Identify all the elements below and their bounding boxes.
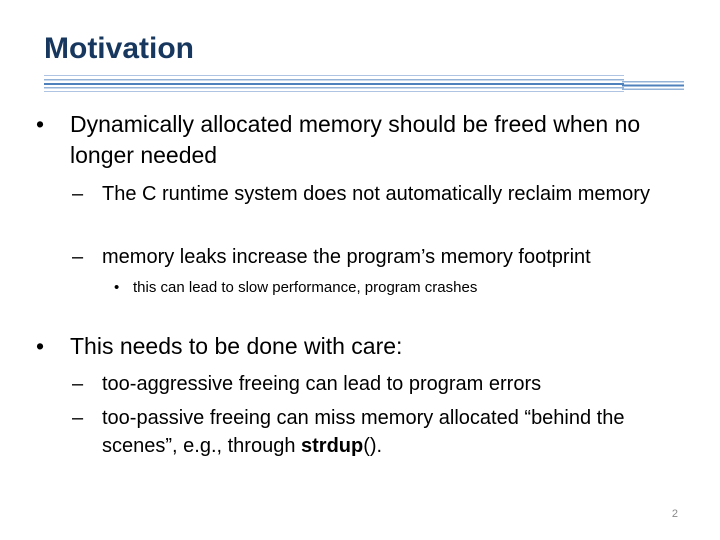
sub-bullet-text: The C runtime system does not automatically reclaim memory [102, 183, 650, 205]
bullet-text: This needs to be done with care: [70, 333, 403, 359]
code-function-name: strdup [301, 435, 364, 457]
sub-sub-bullet-text: this can lead to slow performance, program crashes [133, 279, 478, 296]
sub-bullet-item [72, 243, 672, 271]
sub-bullet-item [72, 370, 672, 398]
dash-marker: – [72, 246, 84, 268]
bullet-marker: • [36, 111, 45, 137]
sub-bullet-item [72, 404, 672, 460]
bullet-marker: • [114, 279, 120, 296]
bullet-text: Dynamically allocated memory should be freed when no longer needed [70, 111, 641, 168]
bullet-item [36, 109, 696, 171]
dash-marker: – [72, 183, 84, 205]
sub-bullet-text: too-aggressive freeing can lead to program errors [102, 373, 542, 395]
sub-bullet-text [102, 404, 672, 460]
dash-marker: – [72, 373, 84, 395]
sub-bullet-text-end: (). [363, 435, 383, 457]
page-number: 2 [671, 508, 678, 520]
slide-title: Motivation [44, 32, 194, 65]
title-divider [44, 72, 684, 94]
sub-bullet-text: memory leaks increase the program’s memory footprint [102, 246, 591, 268]
sub-bullet-text-start: too-passive freeing can miss memory allocated “behind the scenes”, e.g., through [102, 407, 625, 457]
sub-bullet-item [72, 180, 672, 208]
dash-marker: – [72, 407, 84, 429]
sub-sub-bullet-item [114, 278, 674, 298]
bullet-marker: • [36, 333, 45, 359]
bullet-item [36, 331, 696, 362]
